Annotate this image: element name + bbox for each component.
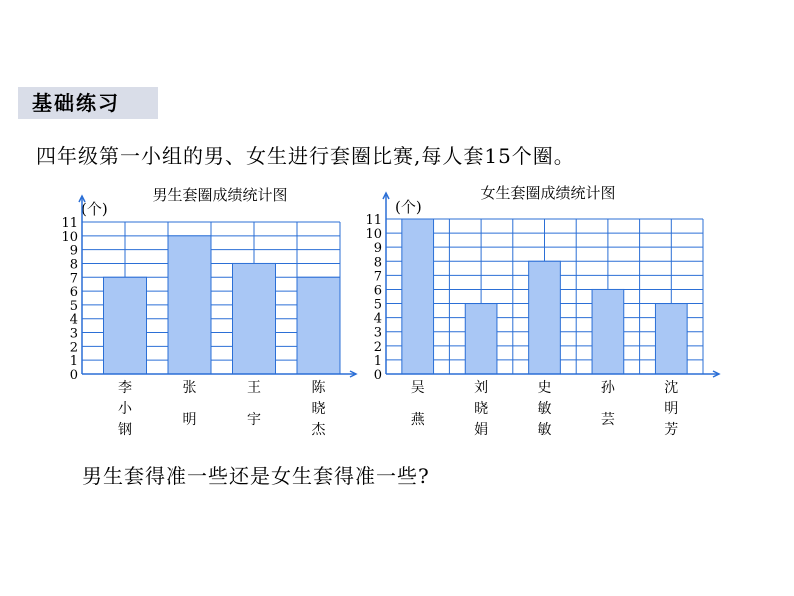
y-tick-label: 3 [69, 326, 78, 342]
section-label: 基础练习 [18, 87, 158, 119]
y-tick-label: 2 [373, 339, 382, 355]
chart-unit: (个) [81, 200, 108, 218]
y-tick-label: 9 [373, 241, 382, 257]
category-label: 吴燕 [410, 380, 425, 428]
category-label: 陈晓杰 [311, 380, 326, 438]
y-tick-label: 1 [69, 354, 78, 370]
problem-text: 四年级第一小组的男、女生进行套圈比赛,每人套15个圈。 [36, 144, 575, 168]
bar [297, 277, 340, 374]
category-label: 刘晓娟 [474, 380, 489, 438]
question-text: 男生套得准一些还是女生套得准一些? [82, 464, 430, 488]
category-label: 孙芸 [600, 380, 615, 428]
chart-title: 女生套圈成绩统计图 [480, 184, 616, 202]
bar [168, 236, 211, 374]
category-label: 王宇 [247, 380, 261, 428]
chart-title: 男生套圈成绩统计图 [152, 186, 288, 204]
y-tick-label: 2 [69, 340, 78, 356]
y-tick-label: 5 [373, 297, 382, 313]
y-tick-label: 0 [69, 368, 78, 383]
y-tick-label: 8 [373, 255, 382, 271]
y-tick-label: 4 [69, 312, 78, 328]
chart-unit: (个) [395, 198, 422, 216]
y-tick-label: 6 [373, 283, 382, 299]
y-tick-label: 6 [69, 285, 78, 301]
y-tick-label: 9 [69, 243, 78, 259]
bar [655, 304, 687, 374]
y-tick-label: 5 [69, 298, 78, 314]
category-label: 张明 [182, 380, 197, 428]
y-tick-label: 8 [69, 257, 78, 273]
bar [104, 277, 147, 374]
y-tick-label: 10 [365, 227, 382, 243]
girls-chart [365, 184, 719, 438]
y-tick-label: 10 [61, 229, 78, 245]
y-tick-label: 4 [373, 311, 382, 327]
bar [233, 263, 276, 374]
y-tick-label: 7 [69, 271, 78, 287]
category-label: 李小钢 [118, 380, 132, 438]
y-tick-label: 11 [365, 213, 382, 228]
y-tick-label: 11 [61, 216, 78, 231]
category-label: 沈明芳 [664, 380, 679, 438]
y-tick-label: 0 [373, 368, 382, 383]
category-label: 史敏敏 [537, 380, 552, 438]
bar [402, 219, 434, 374]
y-tick-label: 7 [373, 269, 382, 285]
y-tick-label: 1 [373, 353, 382, 369]
bar [529, 261, 561, 374]
y-tick-label: 3 [373, 325, 382, 341]
bar [465, 304, 497, 374]
boys-chart [61, 186, 356, 438]
bar [592, 289, 624, 374]
